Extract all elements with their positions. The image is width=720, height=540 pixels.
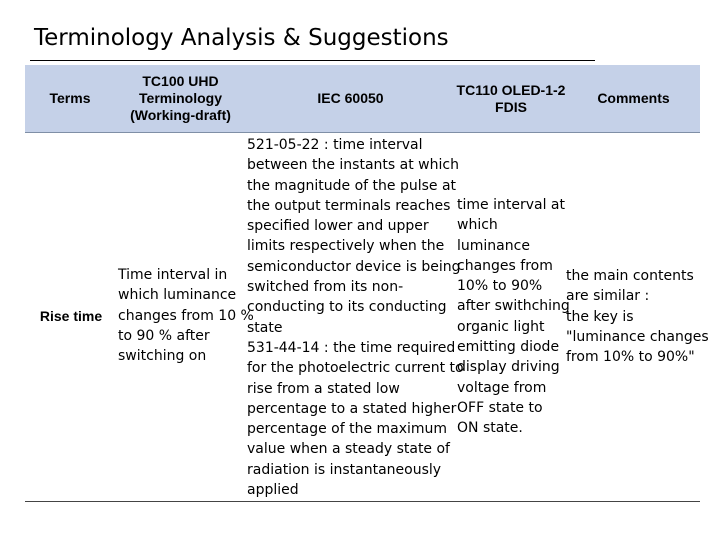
cell-term: Rise time [39,308,103,324]
header-tc100-uhd: TC100 UHD Terminology (Working-draft) [115,65,246,132]
iec-line: semiconductor device is being [247,258,461,275]
header-divider [25,132,700,133]
header-comments: Comments [567,65,700,132]
table-bottom-rule [25,501,700,502]
iec-line: between the instants at which [247,157,459,174]
iec-line: the magnitude of the pulse at [247,177,457,194]
title-underline [30,60,595,61]
iec-line: percentage to a stated higher [247,400,457,417]
uhd-line: Time interval in [118,267,228,283]
iec-line: percentage of the maximum [247,421,448,438]
iec-line: state [247,319,283,336]
iec-line: applied [247,482,299,499]
tc110-line: emitting diode [457,339,560,356]
uhd-line: changes from 10 % [118,307,254,324]
comments-line: the main contents [566,268,694,284]
iec-line: radiation is instantaneously [247,461,442,478]
header-iec-60050: IEC 60050 [246,65,455,132]
comments-line: the key is [566,308,634,325]
iec-line: 521-05-22 : time interval [247,137,423,153]
iec-line: specified lower and upper [247,218,429,235]
comments-line: are similar : [566,288,650,305]
tc110-line: luminance [457,237,530,254]
comments-line: "luminance changes [566,328,709,345]
comments-line: from 10% to 90%" [566,349,695,366]
iec-line: rise from a stated low [247,380,400,397]
tc110-line: voltage from [457,379,547,396]
tc110-line: OFF state to [457,399,543,416]
cell-tc100-uhd-definition [118,265,254,366]
tc110-line: changes from [457,257,553,274]
iec-line: for the photoelectric current to [247,360,464,377]
iec-line: 531-44-14 : the time required [247,339,456,356]
iec-line: value when a steady state of [247,441,450,458]
iec-line: limits respectively when the [247,238,445,255]
iec-line: the output terminals reaches [247,197,451,214]
tc110-line: time interval at [457,197,565,213]
cell-iec-60050-definition [247,135,464,500]
tc110-line: organic light [457,318,545,335]
uhd-line: switching on [118,348,207,365]
header-terms: Terms [25,65,115,132]
iec-line: conducting to its conducting [247,299,447,316]
tc110-line: which [457,217,498,234]
tc110-line: 10% to 90% [457,278,543,295]
uhd-line: to 90 % after [118,327,210,344]
cell-comments [566,266,709,367]
uhd-line: which luminance [118,287,237,304]
cell-tc110-definition [457,195,570,439]
header-tc110: TC110 OLED-1-2 FDIS [455,65,567,132]
tc110-line: after swithching [457,298,570,315]
tc110-line: display driving [457,359,560,376]
tc110-line: ON state. [457,420,523,437]
slide-title: Terminology Analysis & Suggestions [34,25,449,51]
iec-line: switched from its non- [247,279,404,296]
